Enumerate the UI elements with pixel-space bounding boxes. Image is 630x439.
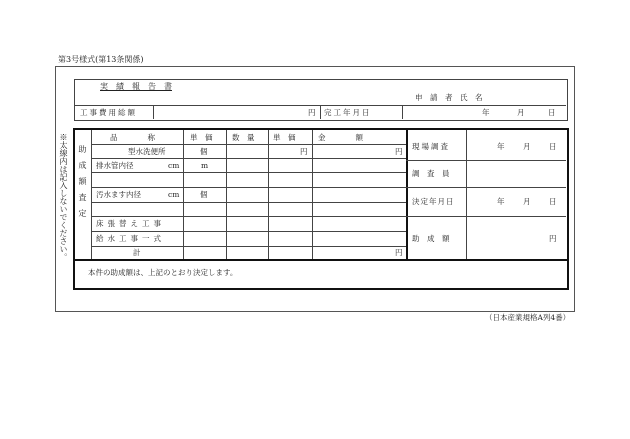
assessment-header: 助成額査定 (78, 145, 87, 225)
grant-amount-label: 助 成 額 (412, 234, 450, 243)
row-toilet-name: 型水洗便所 (128, 147, 166, 156)
field-survey-label: 現場調査 (412, 142, 450, 151)
completion-label: 完工年月日 (324, 108, 372, 117)
row-sewage-basin-unit: 個 (200, 190, 208, 199)
completion-day: 日 (548, 108, 556, 117)
divider (406, 160, 566, 161)
divider (91, 231, 406, 232)
decision-year: 年 (497, 197, 505, 206)
divider (91, 144, 406, 145)
paper-size-note: （日本産業規格A列4番） (485, 313, 571, 322)
divider (406, 216, 566, 217)
divider (320, 105, 321, 119)
applicant-label: 申 請 者 氏 名 (415, 93, 483, 102)
header-amount: 金 額 (318, 133, 363, 142)
report-title: 実 績 報 告 書 (100, 82, 172, 91)
divider (91, 246, 406, 247)
row-total-yen: 円 (395, 248, 403, 257)
field-survey-day: 日 (549, 142, 557, 151)
divider (91, 158, 406, 159)
grant-amount-yen: 円 (549, 234, 557, 243)
divider (226, 130, 227, 260)
cost-total-label: 工事費用総額 (80, 108, 137, 117)
divider (91, 172, 406, 173)
divider (402, 105, 403, 119)
divider (466, 130, 467, 260)
header-unit-price: 単 価 (190, 133, 213, 142)
row-toilet-unit-price-yen: 円 (300, 147, 308, 156)
divider (91, 130, 92, 260)
row-sewage-basin-name: 汚水ます内径 (96, 190, 141, 199)
form-id: 第3号様式(第13条関係) (58, 55, 144, 64)
divider (75, 259, 567, 261)
side-note: ※太線内は記入しないでください。 (59, 133, 68, 261)
row-toilet-amount-yen: 円 (395, 147, 403, 156)
divider (91, 202, 406, 203)
row-water-supply-name: 給水工事一式 (96, 234, 165, 243)
cost-yen: 円 (308, 108, 316, 117)
divider (312, 130, 313, 260)
decision-day: 日 (549, 197, 557, 206)
row-total-label: 計 (133, 248, 141, 257)
divider (406, 130, 408, 260)
header-item: 品 称 (110, 133, 155, 142)
divider (153, 105, 154, 119)
row-toilet-unit: 個 (200, 147, 208, 156)
header-unit-price-2: 単 価 (273, 133, 296, 142)
field-survey-year: 年 (497, 142, 505, 151)
decision-date-label: 決定年月日 (412, 197, 455, 206)
divider (91, 216, 406, 217)
completion-month: 月 (517, 108, 525, 117)
field-survey-month: 月 (523, 142, 531, 151)
decision-statement: 本件の助成額は、上記のとおり決定します。 (88, 268, 238, 277)
divider (183, 130, 184, 260)
inspector-label: 調 査 員 (412, 169, 450, 178)
row-sewage-basin-cm: cm (168, 190, 180, 199)
row-drain-pipe-unit: m (201, 161, 209, 170)
row-drain-pipe-name: 排水管内径 (96, 161, 134, 170)
header-quantity: 数 量 (232, 133, 255, 142)
row-flooring-name: 床張替え工事 (96, 219, 165, 228)
row-drain-pipe-cm: cm (168, 161, 180, 170)
divider (406, 187, 566, 188)
divider (268, 130, 269, 260)
decision-month: 月 (523, 197, 531, 206)
completion-year: 年 (482, 108, 490, 117)
divider (91, 187, 406, 188)
